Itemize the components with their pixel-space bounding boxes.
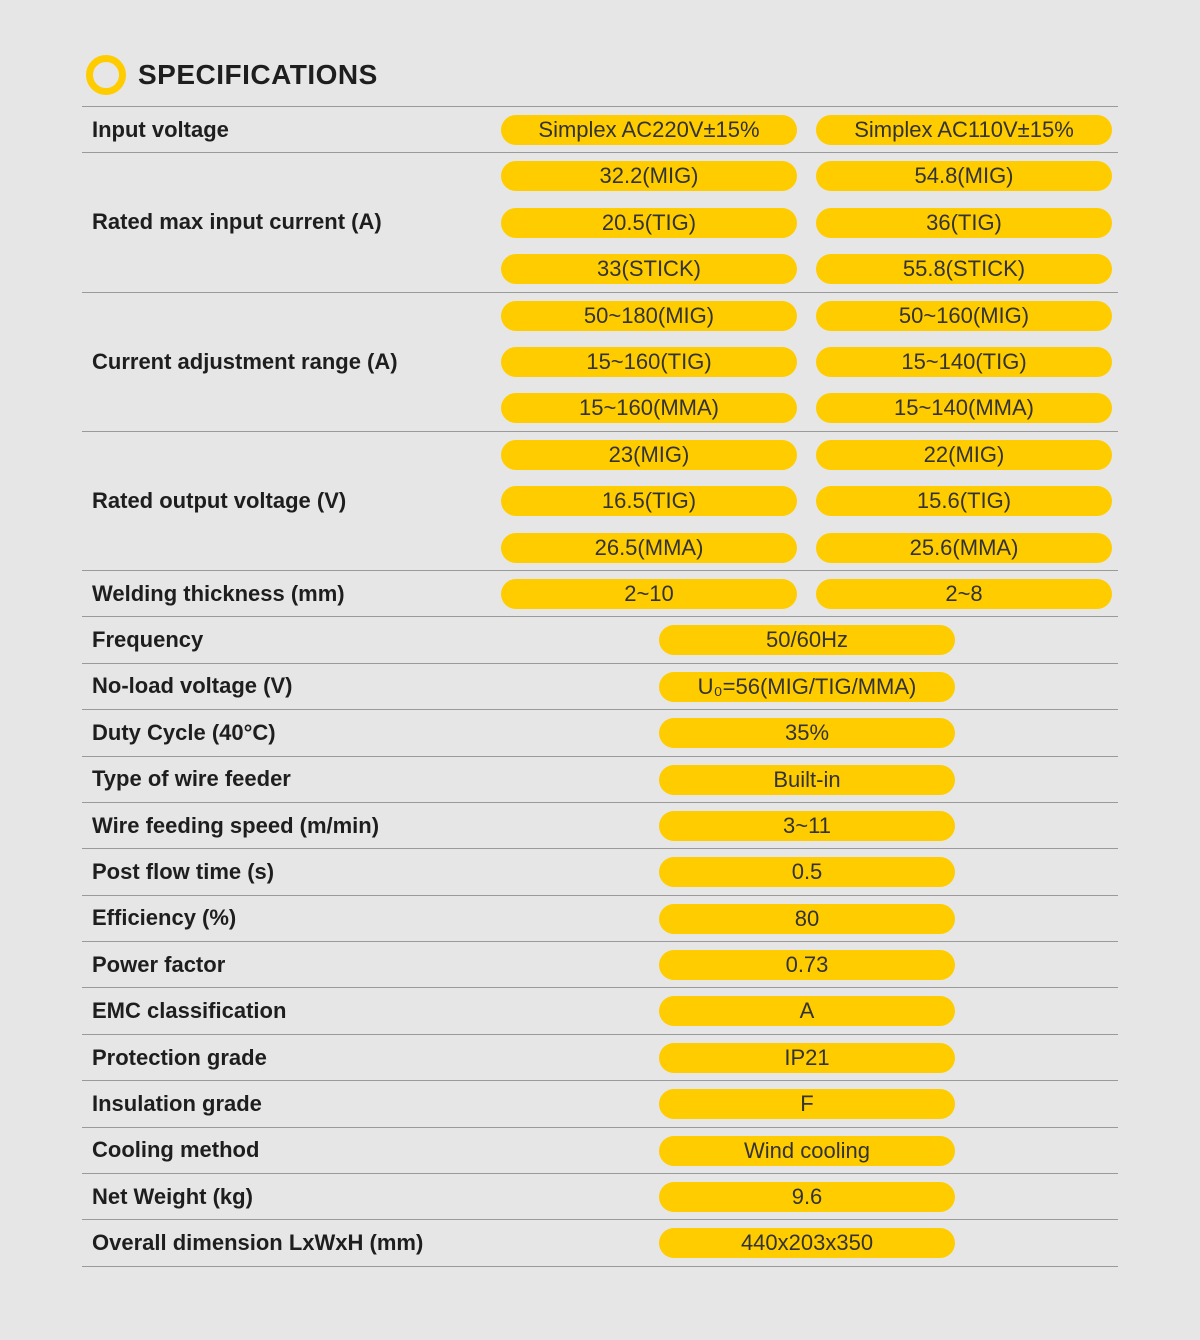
- spec-value: U₀=56(MIG/TIG/MMA): [659, 672, 955, 702]
- spec-row-no-load-voltage: [82, 664, 1118, 710]
- spec-label: Post flow time (s): [92, 858, 275, 884]
- spec-value: F: [659, 1089, 955, 1119]
- spec-row-frequency: [82, 617, 1118, 663]
- spec-value-220v: 50~180(MIG): [501, 301, 797, 331]
- spec-row-rated-max-input-current: [82, 153, 1118, 292]
- spec-value-220v: 32.2(MIG): [501, 161, 797, 191]
- spec-value-110v: 22(MIG): [816, 440, 1112, 470]
- spec-row-welding-thickness: [82, 571, 1118, 617]
- spec-value: 9.6: [659, 1182, 955, 1212]
- spec-label: Rated max input current (A): [92, 209, 382, 235]
- spec-row-protection-grade: [82, 1035, 1118, 1081]
- spec-label: Welding thickness (mm): [92, 580, 345, 606]
- spec-label: Wire feeding speed (m/min): [92, 812, 380, 838]
- spec-label: No-load voltage (V): [92, 673, 293, 699]
- spec-value: A: [659, 996, 955, 1026]
- spec-value: Wind cooling: [659, 1136, 955, 1166]
- spec-label: Duty Cycle (40°C): [92, 719, 276, 745]
- spec-value-220v: 15~160(MMA): [501, 393, 797, 423]
- spec-value: 0.5: [659, 857, 955, 887]
- spec-value: Built-in: [659, 765, 955, 795]
- spec-header: [86, 54, 378, 96]
- spec-row-efficiency: [82, 896, 1118, 942]
- spec-value-110v: 50~160(MIG): [816, 301, 1112, 331]
- spec-row-post-flow-time: [82, 849, 1118, 895]
- spec-row-input-voltage: [82, 107, 1118, 153]
- spec-value: 3~11: [659, 811, 955, 841]
- spec-row-current-adjustment-range: [82, 293, 1118, 432]
- spec-row-duty-cycle: [82, 710, 1118, 756]
- spec-value: 440x203x350: [659, 1228, 955, 1258]
- spec-label: Power factor: [92, 951, 226, 977]
- spec-row-overall-dimension: [82, 1220, 1118, 1266]
- spec-row-emc-classification: [82, 988, 1118, 1034]
- spec-label: Net Weight (kg): [92, 1183, 253, 1209]
- spec-row-wire-feeding-speed: [82, 803, 1118, 849]
- spec-row-wire-feeder-type: [82, 757, 1118, 803]
- spec-value-220v: 16.5(TIG): [501, 486, 797, 516]
- spec-label: Input voltage: [92, 116, 229, 142]
- spec-value: IP21: [659, 1043, 955, 1073]
- spec-label: EMC classification: [92, 998, 287, 1024]
- spec-row-insulation-grade: [82, 1081, 1118, 1127]
- spec-value-110v: 15~140(TIG): [816, 347, 1112, 377]
- spec-value-110v: 36(TIG): [816, 208, 1112, 238]
- spec-value-220v: 20.5(TIG): [501, 208, 797, 238]
- spec-value: 0.73: [659, 950, 955, 980]
- spec-value-110v: 25.6(MMA): [816, 533, 1112, 563]
- spec-value-110v: 54.8(MIG): [816, 161, 1112, 191]
- spec-label: Frequency: [92, 627, 204, 653]
- spec-value: 35%: [659, 718, 955, 748]
- spec-value-110v: 15~140(MMA): [816, 393, 1112, 423]
- spec-table: [82, 106, 1118, 1267]
- spec-value-220v: 26.5(MMA): [501, 533, 797, 563]
- spec-value-220v: 2~10: [501, 579, 797, 609]
- page-title: SPECIFICATIONS: [138, 59, 378, 90]
- spec-value-110v: 2~8: [816, 579, 1112, 609]
- ring-icon: [86, 55, 126, 95]
- spec-label: Rated output voltage (V): [92, 487, 347, 513]
- spec-label: Cooling method: [92, 1137, 260, 1163]
- spec-value-110v: 15.6(TIG): [816, 486, 1112, 516]
- spec-row-cooling-method: [82, 1128, 1118, 1174]
- spec-label: Overall dimension LxWxH (mm): [92, 1230, 424, 1256]
- spec-row-power-factor: [82, 942, 1118, 988]
- spec-value: 50/60Hz: [659, 625, 955, 655]
- spec-label: Protection grade: [92, 1044, 267, 1070]
- spec-value: 80: [659, 904, 955, 934]
- spec-value-220v: 15~160(TIG): [501, 347, 797, 377]
- spec-value-220v: 23(MIG): [501, 440, 797, 470]
- spec-value-110v: Simplex AC110V±15%: [816, 115, 1112, 145]
- spec-value-220v: Simplex AC220V±15%: [501, 115, 797, 145]
- spec-row-rated-output-voltage: [82, 432, 1118, 571]
- spec-label: Efficiency (%): [92, 905, 237, 931]
- spec-label: Type of wire feeder: [92, 766, 291, 792]
- spec-value-220v: 33(STICK): [501, 254, 797, 284]
- spec-label: Insulation grade: [92, 1090, 262, 1116]
- spec-label: Current adjustment range (A): [92, 348, 398, 374]
- spec-value-110v: 55.8(STICK): [816, 254, 1112, 284]
- spec-row-net-weight: [82, 1174, 1118, 1220]
